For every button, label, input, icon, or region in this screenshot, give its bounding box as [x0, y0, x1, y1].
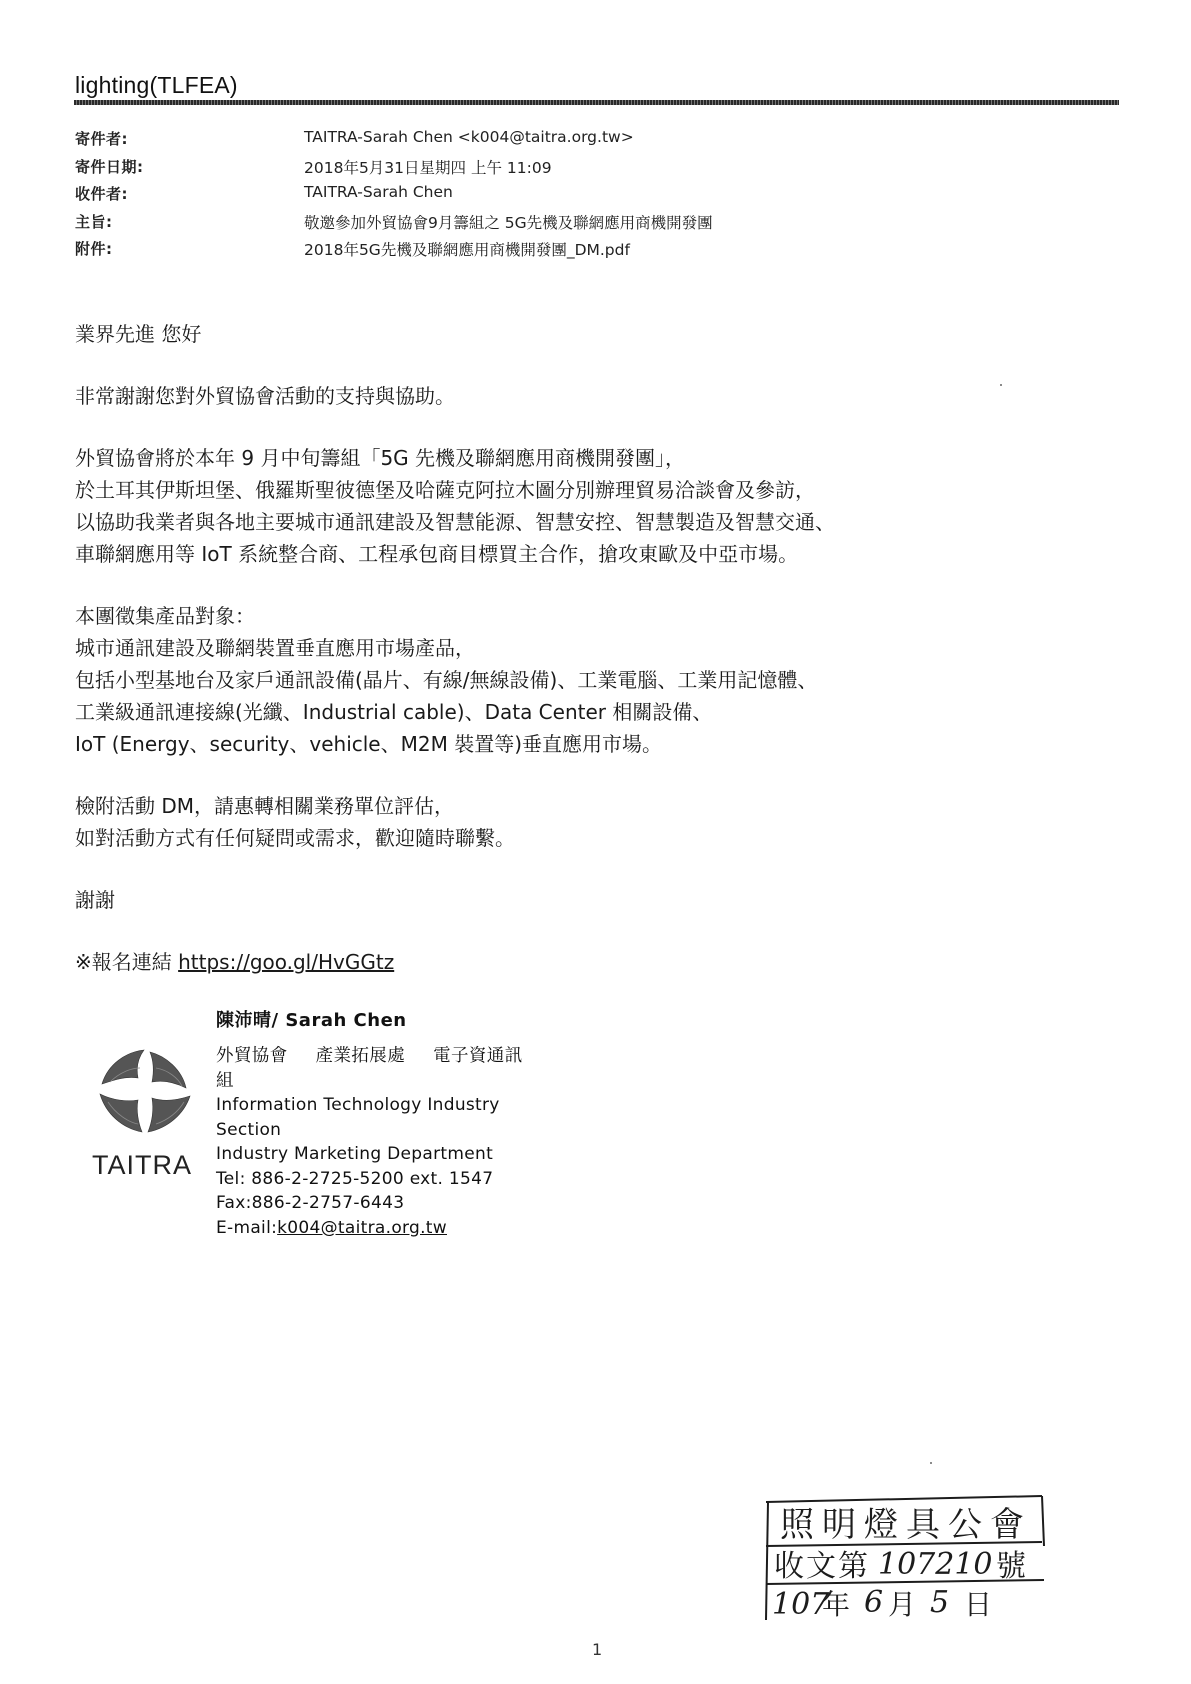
email-link[interactable]: k004@taitra.org.tw — [277, 1217, 447, 1238]
svg-text:日: 日 — [964, 1588, 993, 1621]
greeting: 業界先進 您好 — [75, 322, 202, 346]
document-title: lighting(TLFEA) — [75, 72, 238, 98]
thanks-short: 謝謝 — [75, 888, 115, 912]
to-value: TAITRA-Sarah Chen — [304, 183, 453, 201]
to-label: 收件者: — [75, 185, 128, 203]
products-line: 工業級通訊連接線(光纖、Industrial cable)、Data Center 相關設備、 — [75, 700, 713, 724]
header-row-to — [75, 183, 1075, 211]
page-number: 1 — [592, 1640, 603, 1659]
date-label: 寄件日期: — [75, 157, 144, 176]
attachment-label: 附件: — [75, 240, 113, 258]
svg-text:收文第: 收文第 — [774, 1549, 870, 1584]
intro-line: 於土耳其伊斯坦堡、俄羅斯聖彼德堡及哈薩克阿拉木圖分別辦理貿易洽談會及參訪， — [75, 478, 815, 502]
signature-tel: Tel: 886-2-2725-5200 ext. 1547 — [216, 1168, 494, 1189]
signature-dept-zh-cont: 組 — [216, 1070, 234, 1091]
svg-text:照明燈具公會: 照明燈具公會 — [780, 1505, 1032, 1545]
intro-paragraph — [75, 442, 1115, 570]
signup-line — [75, 946, 1115, 978]
date-value: 2018年5月31日星期四 上午 11:09 — [304, 158, 552, 177]
received-stamp-icon — [760, 1488, 1050, 1623]
signature-block — [216, 1044, 576, 1240]
products-line: 本團徵集產品對象： — [75, 604, 255, 628]
closing-line: 如對活動方式有任何疑問或需求，歡迎隨時聯繫。 — [75, 826, 515, 850]
products-line: 城市通訊建設及聯網裝置垂直應用市場產品， — [75, 636, 475, 660]
products-paragraph — [75, 600, 1115, 760]
intro-line: 外貿協會將於本年 9 月中旬籌組「5G 先機及聯網應用商機開發團」， — [75, 446, 686, 470]
header-row-from — [75, 128, 1075, 156]
signup-link[interactable]: https://goo.gl/HvGGtz — [178, 950, 395, 974]
subject-value: 敬邀參加外貿協會9月籌組之 5G先機及聯網應用商機開發團 — [304, 213, 713, 232]
closing-line: 檢附活動 DM，請惠轉相關業務單位評估， — [75, 794, 455, 818]
header-row-subject — [75, 211, 1075, 239]
email-body — [75, 318, 1115, 978]
svg-text:107210: 107210 — [878, 1547, 993, 1582]
products-line: IoT (Energy、security、vehicle、M2M 裝置等)垂直應用市場。 — [75, 732, 663, 756]
intro-line: 以協助我業者與各地主要城市通訊建設及智慧能源、智慧安控、智慧製造及智慧交通、 — [75, 510, 835, 534]
attachment-value: 2018年5G先機及聯網應用商機開發團_DM.pdf — [304, 241, 630, 259]
from-label: 寄件者: — [75, 130, 128, 148]
taitra-logo-text: TAITRA — [92, 1150, 192, 1180]
signature-email: E-mail:k004@taitra.org.tw — [216, 1217, 447, 1238]
intro-line: 車聯網應用等 IoT 系統整合商、工程承包商目標買主合作，搶攻東歐及中亞市場。 — [75, 542, 799, 566]
svg-text:號: 號 — [996, 1549, 1026, 1584]
title-divider — [74, 100, 1119, 105]
svg-text:107: 107 — [772, 1587, 830, 1622]
scan-speck — [930, 1462, 932, 1464]
from-value: TAITRA-Sarah Chen <k004@taitra.org.tw> — [304, 128, 634, 146]
svg-text:5: 5 — [930, 1585, 950, 1620]
signup-prefix: ※報名連結 — [75, 950, 179, 974]
signature-dept-en-2: Section — [216, 1119, 282, 1140]
closing-paragraph — [75, 790, 1115, 854]
header-row-attachment — [75, 238, 1075, 266]
scan-speck — [1000, 384, 1002, 386]
signature-fax: Fax:886-2-2757-6443 — [216, 1193, 405, 1213]
thanks-paragraph: 非常謝謝您對外貿協會活動的支持與協助。 — [75, 384, 455, 408]
header-row-date — [75, 156, 1075, 184]
signature-dept-en-1: Information Technology Industry — [216, 1095, 500, 1115]
signature-name: 陳沛晴/ Sarah Chen — [216, 1010, 407, 1031]
signature-dept-en-3: Industry Marketing Department — [216, 1144, 494, 1164]
signature-dept-zh: 外貿協會 產業拓展處 電子資通訊 — [216, 1046, 523, 1066]
subject-label: 主旨: — [75, 212, 113, 231]
svg-text:月: 月 — [888, 1588, 917, 1621]
svg-text:6: 6 — [864, 1585, 884, 1620]
svg-text:年: 年 — [822, 1588, 851, 1621]
products-line: 包括小型基地台及家戶通訊設備(晶片、有線/無線設備)、工業電腦、工業用記憶體、 — [75, 668, 818, 692]
email-header-table — [75, 128, 1075, 266]
